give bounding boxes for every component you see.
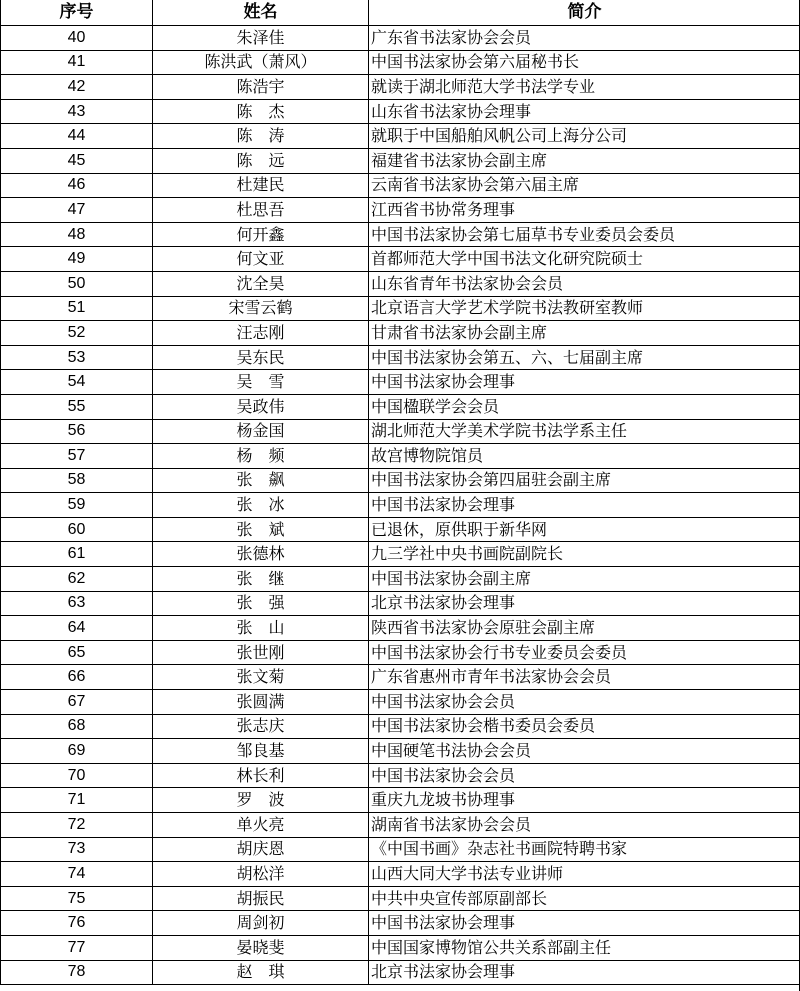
cell-no[interactable]: 58 (1, 468, 153, 493)
cell-no[interactable]: 59 (1, 493, 153, 518)
cell-intro[interactable]: 湖北师范大学美术学院书法学系主任 (369, 419, 800, 444)
cell-no[interactable]: 57 (1, 444, 153, 469)
table-row (1, 419, 800, 444)
cell-no[interactable]: 53 (1, 345, 153, 370)
cell-intro[interactable]: 中国书法家协会理事 (369, 493, 800, 518)
cell-name[interactable]: 吴 雪 (153, 370, 369, 395)
header-name[interactable]: 姓名 (153, 0, 369, 26)
cell-no[interactable]: 41 (1, 50, 153, 75)
cell-intro[interactable]: 中国国家博物馆公共关系部副主任 (369, 935, 800, 960)
cell-intro[interactable]: 甘肃省书法家协会副主席 (369, 321, 800, 346)
table-row (1, 345, 800, 370)
cell-name[interactable]: 张圆满 (153, 690, 369, 715)
cell-no[interactable]: 40 (1, 26, 153, 51)
cell-name[interactable]: 陈 杰 (153, 99, 369, 124)
cell-name[interactable]: 杜思吾 (153, 198, 369, 223)
cell-intro[interactable]: 中国书法家协会第六届秘书长 (369, 50, 800, 75)
table-row (1, 198, 800, 223)
cell-no[interactable]: 42 (1, 75, 153, 100)
cell-intro[interactable]: 北京语言大学艺术学院书法教研室教师 (369, 296, 800, 321)
cell-no[interactable]: 63 (1, 591, 153, 616)
table-body (1, 26, 800, 985)
cell-name[interactable]: 张志庆 (153, 714, 369, 739)
cell-no[interactable]: 75 (1, 886, 153, 911)
cell-name[interactable]: 赵 琪 (153, 960, 369, 985)
table-row (1, 862, 800, 887)
cell-intro[interactable]: 中国书法家协会副主席 (369, 567, 800, 592)
table-row (1, 665, 800, 690)
cell-name[interactable]: 陈 远 (153, 148, 369, 173)
table-row (1, 50, 800, 75)
table-row (1, 690, 800, 715)
table-row (1, 640, 800, 665)
table-row (1, 247, 800, 272)
cell-intro[interactable]: 首都师范大学中国书法文化研究院硕士 (369, 247, 800, 272)
cell-no[interactable]: 48 (1, 222, 153, 247)
cell-intro[interactable]: 湖南省书法家协会会员 (369, 813, 800, 838)
cell-intro[interactable]: 中国硬笔书法协会会员 (369, 739, 800, 764)
table-row (1, 394, 800, 419)
cell-intro[interactable]: 故宫博物院馆员 (369, 444, 800, 469)
header-intro[interactable]: 简介 (369, 0, 800, 26)
cell-intro[interactable]: 云南省书法家协会第六届主席 (369, 173, 800, 198)
table-row (1, 222, 800, 247)
cell-intro[interactable]: 九三学社中央书画院副院长 (369, 542, 800, 567)
cell-no[interactable]: 50 (1, 271, 153, 296)
cell-intro[interactable]: 山西大同大学书法专业讲师 (369, 862, 800, 887)
cell-intro[interactable]: 江西省书协常务理事 (369, 198, 800, 223)
cell-no[interactable]: 77 (1, 935, 153, 960)
cell-intro[interactable]: 中国书法家协会行书专业委员会委员 (369, 640, 800, 665)
cell-name[interactable]: 胡振民 (153, 886, 369, 911)
table-row (1, 296, 800, 321)
cell-name[interactable]: 邹良基 (153, 739, 369, 764)
cell-no[interactable]: 43 (1, 99, 153, 124)
table-row (1, 26, 800, 51)
cell-name[interactable]: 张 强 (153, 591, 369, 616)
cell-intro[interactable]: 中国书法家协会第四届驻会副主席 (369, 468, 800, 493)
table-row (1, 763, 800, 788)
cell-no[interactable]: 68 (1, 714, 153, 739)
cell-intro[interactable]: 广东省惠州市青年书法家协会会员 (369, 665, 800, 690)
cell-intro[interactable]: 中共中央宣传部原副部长 (369, 886, 800, 911)
cell-intro[interactable]: 福建省书法家协会副主席 (369, 148, 800, 173)
cell-name[interactable]: 张世刚 (153, 640, 369, 665)
cell-no[interactable]: 52 (1, 321, 153, 346)
cell-intro[interactable]: 中国楹联学会会员 (369, 394, 800, 419)
cell-name[interactable]: 陈浩宇 (153, 75, 369, 100)
table-row (1, 271, 800, 296)
header-no[interactable]: 序号 (1, 0, 153, 26)
cell-intro[interactable]: 已退休，原供职于新华网 (369, 517, 800, 542)
cell-intro[interactable]: 《中国书画》杂志社书画院特聘书家 (369, 837, 800, 862)
cell-no[interactable]: 64 (1, 616, 153, 641)
header-row (1, 0, 800, 26)
cell-name[interactable]: 杨 频 (153, 444, 369, 469)
cell-intro[interactable]: 陕西省书法家协会原驻会副主席 (369, 616, 800, 641)
cell-no[interactable]: 54 (1, 370, 153, 395)
cell-no[interactable]: 44 (1, 124, 153, 149)
table-row (1, 173, 800, 198)
table-row (1, 813, 800, 838)
table-row (1, 960, 800, 985)
table-row (1, 370, 800, 395)
cell-intro[interactable]: 中国书法家协会第七届草书专业委员会委员 (369, 222, 800, 247)
table-row (1, 788, 800, 813)
cell-no[interactable]: 66 (1, 665, 153, 690)
table-row (1, 714, 800, 739)
table-row (1, 935, 800, 960)
cell-no[interactable]: 51 (1, 296, 153, 321)
cell-name[interactable]: 陈洪武（萧风） (153, 50, 369, 75)
cell-intro[interactable]: 山东省书法家协会理事 (369, 99, 800, 124)
cell-intro[interactable]: 北京书法家协会理事 (369, 591, 800, 616)
cell-name[interactable]: 宋雪云鹤 (153, 296, 369, 321)
cell-intro[interactable]: 中国书法家协会理事 (369, 370, 800, 395)
cell-name[interactable]: 汪志刚 (153, 321, 369, 346)
cell-name[interactable]: 胡松洋 (153, 862, 369, 887)
table-row (1, 148, 800, 173)
cell-intro[interactable]: 山东省青年书法家协会会员 (369, 271, 800, 296)
cell-intro[interactable]: 中国书法家协会第五、六、七届副主席 (369, 345, 800, 370)
cell-name[interactable]: 单火亮 (153, 813, 369, 838)
table-row (1, 886, 800, 911)
cell-no[interactable]: 76 (1, 911, 153, 936)
table-row (1, 739, 800, 764)
cell-no[interactable]: 71 (1, 788, 153, 813)
cell-name[interactable]: 吴政伟 (153, 394, 369, 419)
table-row (1, 517, 800, 542)
table-row (1, 99, 800, 124)
cell-intro[interactable]: 广东省书法家协会会员 (369, 26, 800, 51)
table-row (1, 493, 800, 518)
cell-name[interactable]: 吴东民 (153, 345, 369, 370)
table-row (1, 444, 800, 469)
cell-no[interactable]: 61 (1, 542, 153, 567)
cell-name[interactable]: 张 继 (153, 567, 369, 592)
cell-name[interactable]: 沈全昊 (153, 271, 369, 296)
cell-no[interactable]: 47 (1, 198, 153, 223)
cell-name[interactable]: 杨金国 (153, 419, 369, 444)
cell-no[interactable]: 74 (1, 862, 153, 887)
cell-no[interactable]: 46 (1, 173, 153, 198)
cell-no[interactable]: 67 (1, 690, 153, 715)
cell-name[interactable]: 周剑初 (153, 911, 369, 936)
cell-intro[interactable]: 重庆九龙坡书协理事 (369, 788, 800, 813)
cell-intro[interactable]: 北京书法家协会理事 (369, 960, 800, 985)
cell-no[interactable]: 49 (1, 247, 153, 272)
cell-no[interactable]: 70 (1, 763, 153, 788)
table-row (1, 616, 800, 641)
cell-no[interactable]: 73 (1, 837, 153, 862)
cell-intro[interactable]: 就读于湖北师范大学书法学专业 (369, 75, 800, 100)
cell-no[interactable]: 60 (1, 517, 153, 542)
cell-intro[interactable]: 中国书法家协会会员 (369, 690, 800, 715)
cell-intro[interactable]: 就职于中国船舶风帆公司上海分公司 (369, 124, 800, 149)
cell-name[interactable]: 林长利 (153, 763, 369, 788)
cell-intro[interactable]: 中国书法家协会楷书委员会委员 (369, 714, 800, 739)
table-row (1, 837, 800, 862)
cell-no[interactable]: 69 (1, 739, 153, 764)
table-row (1, 567, 800, 592)
table-row (1, 911, 800, 936)
cell-name[interactable]: 朱泽佳 (153, 26, 369, 51)
cell-name[interactable]: 张德林 (153, 542, 369, 567)
cell-name[interactable]: 何文亚 (153, 247, 369, 272)
cell-name[interactable]: 张 斌 (153, 517, 369, 542)
cell-no[interactable]: 45 (1, 148, 153, 173)
table-row (1, 591, 800, 616)
table-row (1, 321, 800, 346)
cell-name[interactable]: 罗 波 (153, 788, 369, 813)
cell-no[interactable]: 55 (1, 394, 153, 419)
cell-intro[interactable]: 中国书法家协会理事 (369, 911, 800, 936)
cell-name[interactable]: 张 山 (153, 616, 369, 641)
cell-no[interactable]: 65 (1, 640, 153, 665)
cell-no[interactable]: 78 (1, 960, 153, 985)
cell-name[interactable]: 陈 涛 (153, 124, 369, 149)
cell-name[interactable]: 何开鑫 (153, 222, 369, 247)
table-row (1, 542, 800, 567)
cell-name[interactable]: 张 飙 (153, 468, 369, 493)
table-row (1, 124, 800, 149)
table-row (1, 75, 800, 100)
table-row (1, 468, 800, 493)
cell-no[interactable]: 56 (1, 419, 153, 444)
cell-name[interactable]: 胡庆恩 (153, 837, 369, 862)
cell-name[interactable]: 张文菊 (153, 665, 369, 690)
cell-intro[interactable]: 中国书法家协会会员 (369, 763, 800, 788)
cell-name[interactable]: 杜建民 (153, 173, 369, 198)
cell-name[interactable]: 晏晓斐 (153, 935, 369, 960)
cell-name[interactable]: 张 冰 (153, 493, 369, 518)
cell-no[interactable]: 62 (1, 567, 153, 592)
cell-no[interactable]: 72 (1, 813, 153, 838)
